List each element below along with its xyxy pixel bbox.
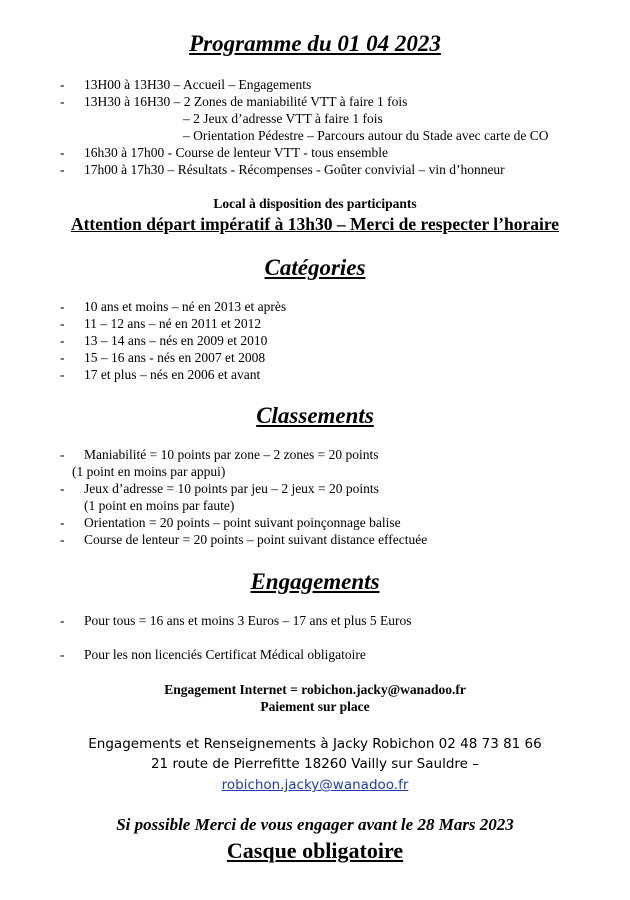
email-link[interactable]: robichon.jacky@wanadoo.fr — [221, 777, 409, 793]
category-item: - 17 et plus – nés en 2006 et avant — [60, 367, 261, 382]
classement-item: - Jeux d’adresse = 10 points par jeu – 2 jeux = 20 points — [60, 481, 379, 496]
engagement-item: - Pour tous = 16 ans et moins 3 Euros – 17 ans et plus 5 Euros — [60, 613, 412, 628]
classement-item: - Maniabilité = 10 points par zone – 2 zones = 20 points — [60, 447, 379, 462]
category-item: - 11 – 12 ans – né en 2011 et 2012 — [60, 316, 262, 331]
internet-registration: Engagement Internet = robichon.jacky@wanadoo.fr — [164, 682, 466, 697]
category-item: - 15 – 16 ans - nés en 2007 et 2008 — [60, 350, 266, 365]
classement-item: - Course de lenteur = 20 points – point suivant distance effectuée — [60, 532, 428, 547]
programme-item: - 13H00 à 13H30 – Accueil – Engagements — [60, 77, 312, 92]
classement-note: (1 point en moins par faute) — [84, 498, 235, 513]
categories-heading: Catégories — [264, 255, 366, 280]
engagements-heading: Engagements — [250, 569, 380, 594]
category-item: - 13 – 14 ans – nés en 2009 et 2010 — [60, 333, 268, 348]
category-item: - 10 ans et moins – né en 2013 et après — [60, 299, 287, 314]
classements-heading: Classements — [256, 403, 374, 428]
engagements-list — [0, 612, 630, 663]
page-title: Programme du 01 04 2023 — [189, 31, 441, 56]
payment-note: Paiement sur place — [260, 699, 370, 714]
helmet-mandatory: Casque obligatoire — [226, 838, 404, 863]
contact-email-line — [0, 776, 630, 795]
engagement-item: - Pour les non licenciés Certificat Médical obligatoire — [60, 647, 366, 662]
classement-item: - Orientation = 20 points – point suivant poinçonnage balise — [60, 515, 401, 530]
programme-item: - 16h30 à 17h00 - Course de lenteur VTT - tous ensemble — [60, 145, 388, 160]
programme-item: - 13H30 à 16H30 – 2 Zones de maniabilité VTT à faire 1 fois — [60, 94, 408, 109]
programme-item-continuation: – 2 Jeux d’adresse VTT à faire 1 fois — [183, 111, 383, 126]
attention-notice: Attention départ impératif à 13h30 – Merci de respecter l’horaire — [70, 214, 560, 234]
deadline-note: Si possible Merci de vous engager avant le 28 Mars 2023 — [116, 815, 514, 834]
classement-note: (1 point en moins par appui) — [72, 464, 226, 479]
contact-line: Engagements et Renseignements à Jacky Robichon 02 48 73 81 66 — [88, 736, 542, 752]
address-line: 21 route de Pierrefitte 18260 Vailly sur Sauldre – — [150, 756, 480, 772]
classements-list — [0, 446, 630, 548]
programme-item-continuation: – Orientation Pédestre – Parcours autour du Stade avec carte de CO — [183, 128, 549, 143]
categories-list — [0, 298, 630, 383]
programme-list — [0, 76, 630, 178]
programme-item: - 17h00 à 17h30 – Résultats - Récompenses - Goûter convivial – vin d’honneur — [60, 162, 505, 177]
local-note: Local à disposition des participants — [213, 196, 417, 211]
